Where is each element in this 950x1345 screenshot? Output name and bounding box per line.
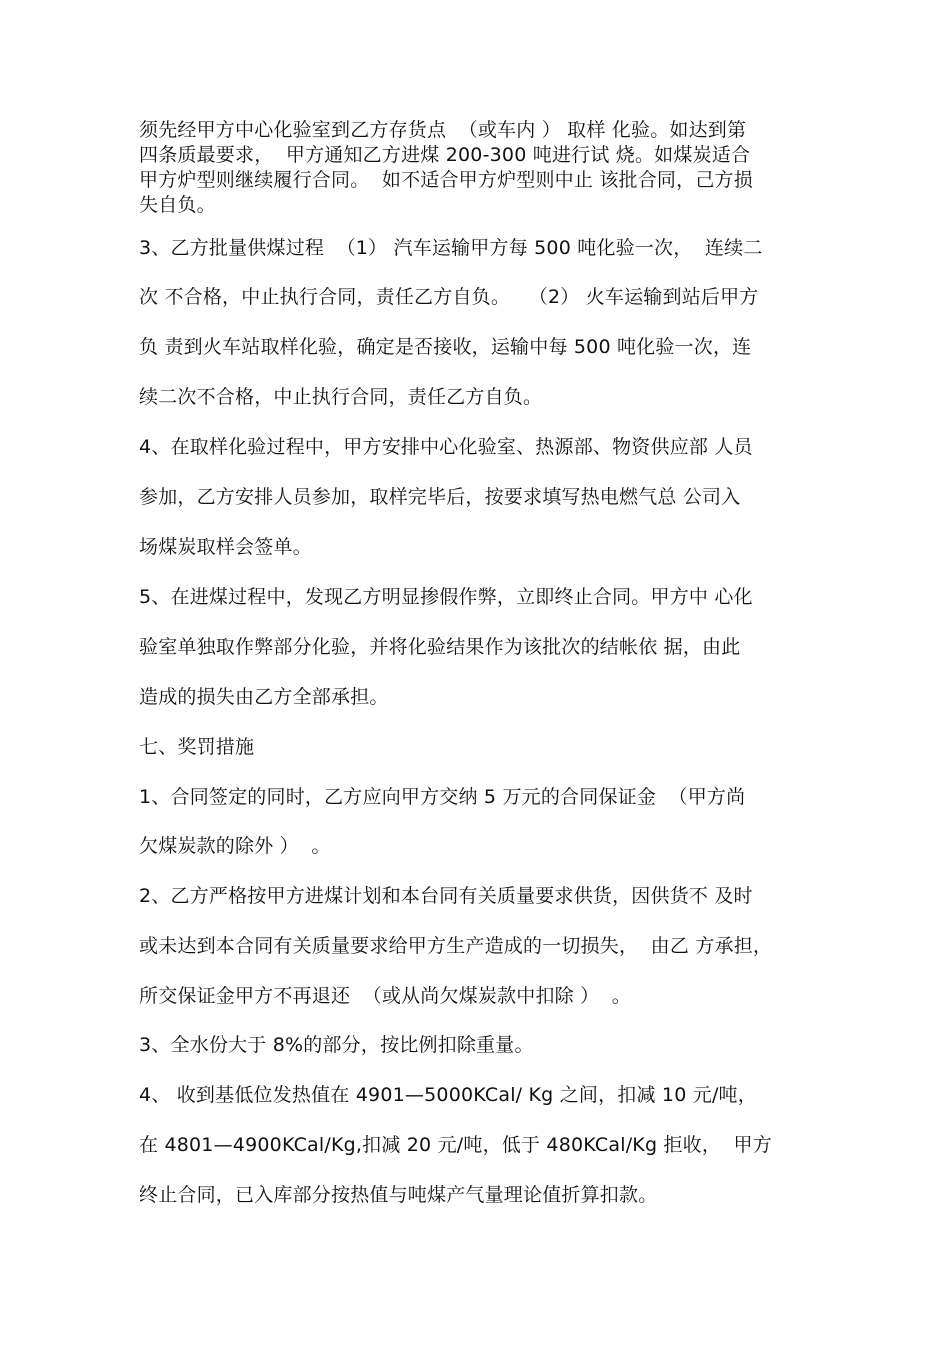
- text-line: 5、在进煤过程中，发现乙方明显掺假作弊，立即终止合同。甲方中 心化: [139, 586, 753, 608]
- text-line: 场煤炭取样会签单。: [139, 536, 312, 558]
- text-line: 3、乙方批量供煤过程 （1） 汽车运输甲方每 500 吨化验一次， 连续二: [139, 237, 763, 259]
- text-line: 次 不合格，中止执行合同，责任乙方自负。 （2） 火车运输到站后甲方: [139, 286, 759, 308]
- text-line: 验室单独取作弊部分化验，并将化验结果作为该批次的结帐依 据，由此: [139, 636, 741, 658]
- text-line: 负 责到火车站取样化验，确定是否接收，运输中每 500 吨化验一次，连: [139, 336, 752, 358]
- text-line: 4、在取样化验过程中，甲方安排中心化验室、热源部、物资供应部 人员: [139, 436, 753, 458]
- text-line: 1、合同签定的同时，乙方应向甲方交纳 5 万元的合同保证金 （甲方尚: [139, 786, 746, 808]
- text-line: 所交保证金甲方不再退还 （或从尚欠煤炭款中扣除 ） 。: [139, 985, 631, 1007]
- text-line: 欠煤炭款的除外 ） 。: [139, 835, 331, 857]
- text-line: 甲方炉型则继续履行合同。 如不适合甲方炉型则中止 该批合同，己方损: [139, 169, 753, 191]
- text-line: 四条质最要求， 甲方通知乙方进煤 200-300 吨进行试 烧。如煤炭适合: [139, 144, 751, 166]
- text-line: 3、全水份大于 8%的部分，按比例扣除重量。: [139, 1034, 534, 1056]
- text-line: 续二次不合格，中止执行合同，责任乙方自负。: [139, 386, 543, 408]
- text-line: 参加，乙方安排人员参加，取样完毕后，按要求填写热电燃气总 公司入: [139, 486, 741, 508]
- text-line: 4、 收到基低位发热值在 4901—5000KCal/ Kg 之间，扣减 10 元/吨，: [139, 1084, 757, 1106]
- text-line: 在 4801—4900KCal/Kg,扣减 20 元/吨，低于 480KCal/Kg 拒收， 甲方: [139, 1134, 772, 1156]
- text-line: 2、乙方严格按甲方进煤计划和本台同有关质量要求供货，因供货不 及时: [139, 885, 753, 907]
- section-heading: 七、奖罚措施: [139, 736, 255, 758]
- text-line: 须先经甲方中心化验室到乙方存货点 （或车内 ） 取样 化验。如达到第: [139, 119, 747, 141]
- text-line: 造成的损失由乙方全部承担。: [139, 686, 389, 708]
- text-line: 终止合同，已入库部分按热值与吨煤产气量理论值折算扣款。: [139, 1184, 658, 1206]
- text-line: 失自负。: [139, 194, 216, 216]
- text-line: 或未达到本合同有关质量要求给甲方生产造成的一切损失， 由乙 方承担，: [139, 935, 773, 957]
